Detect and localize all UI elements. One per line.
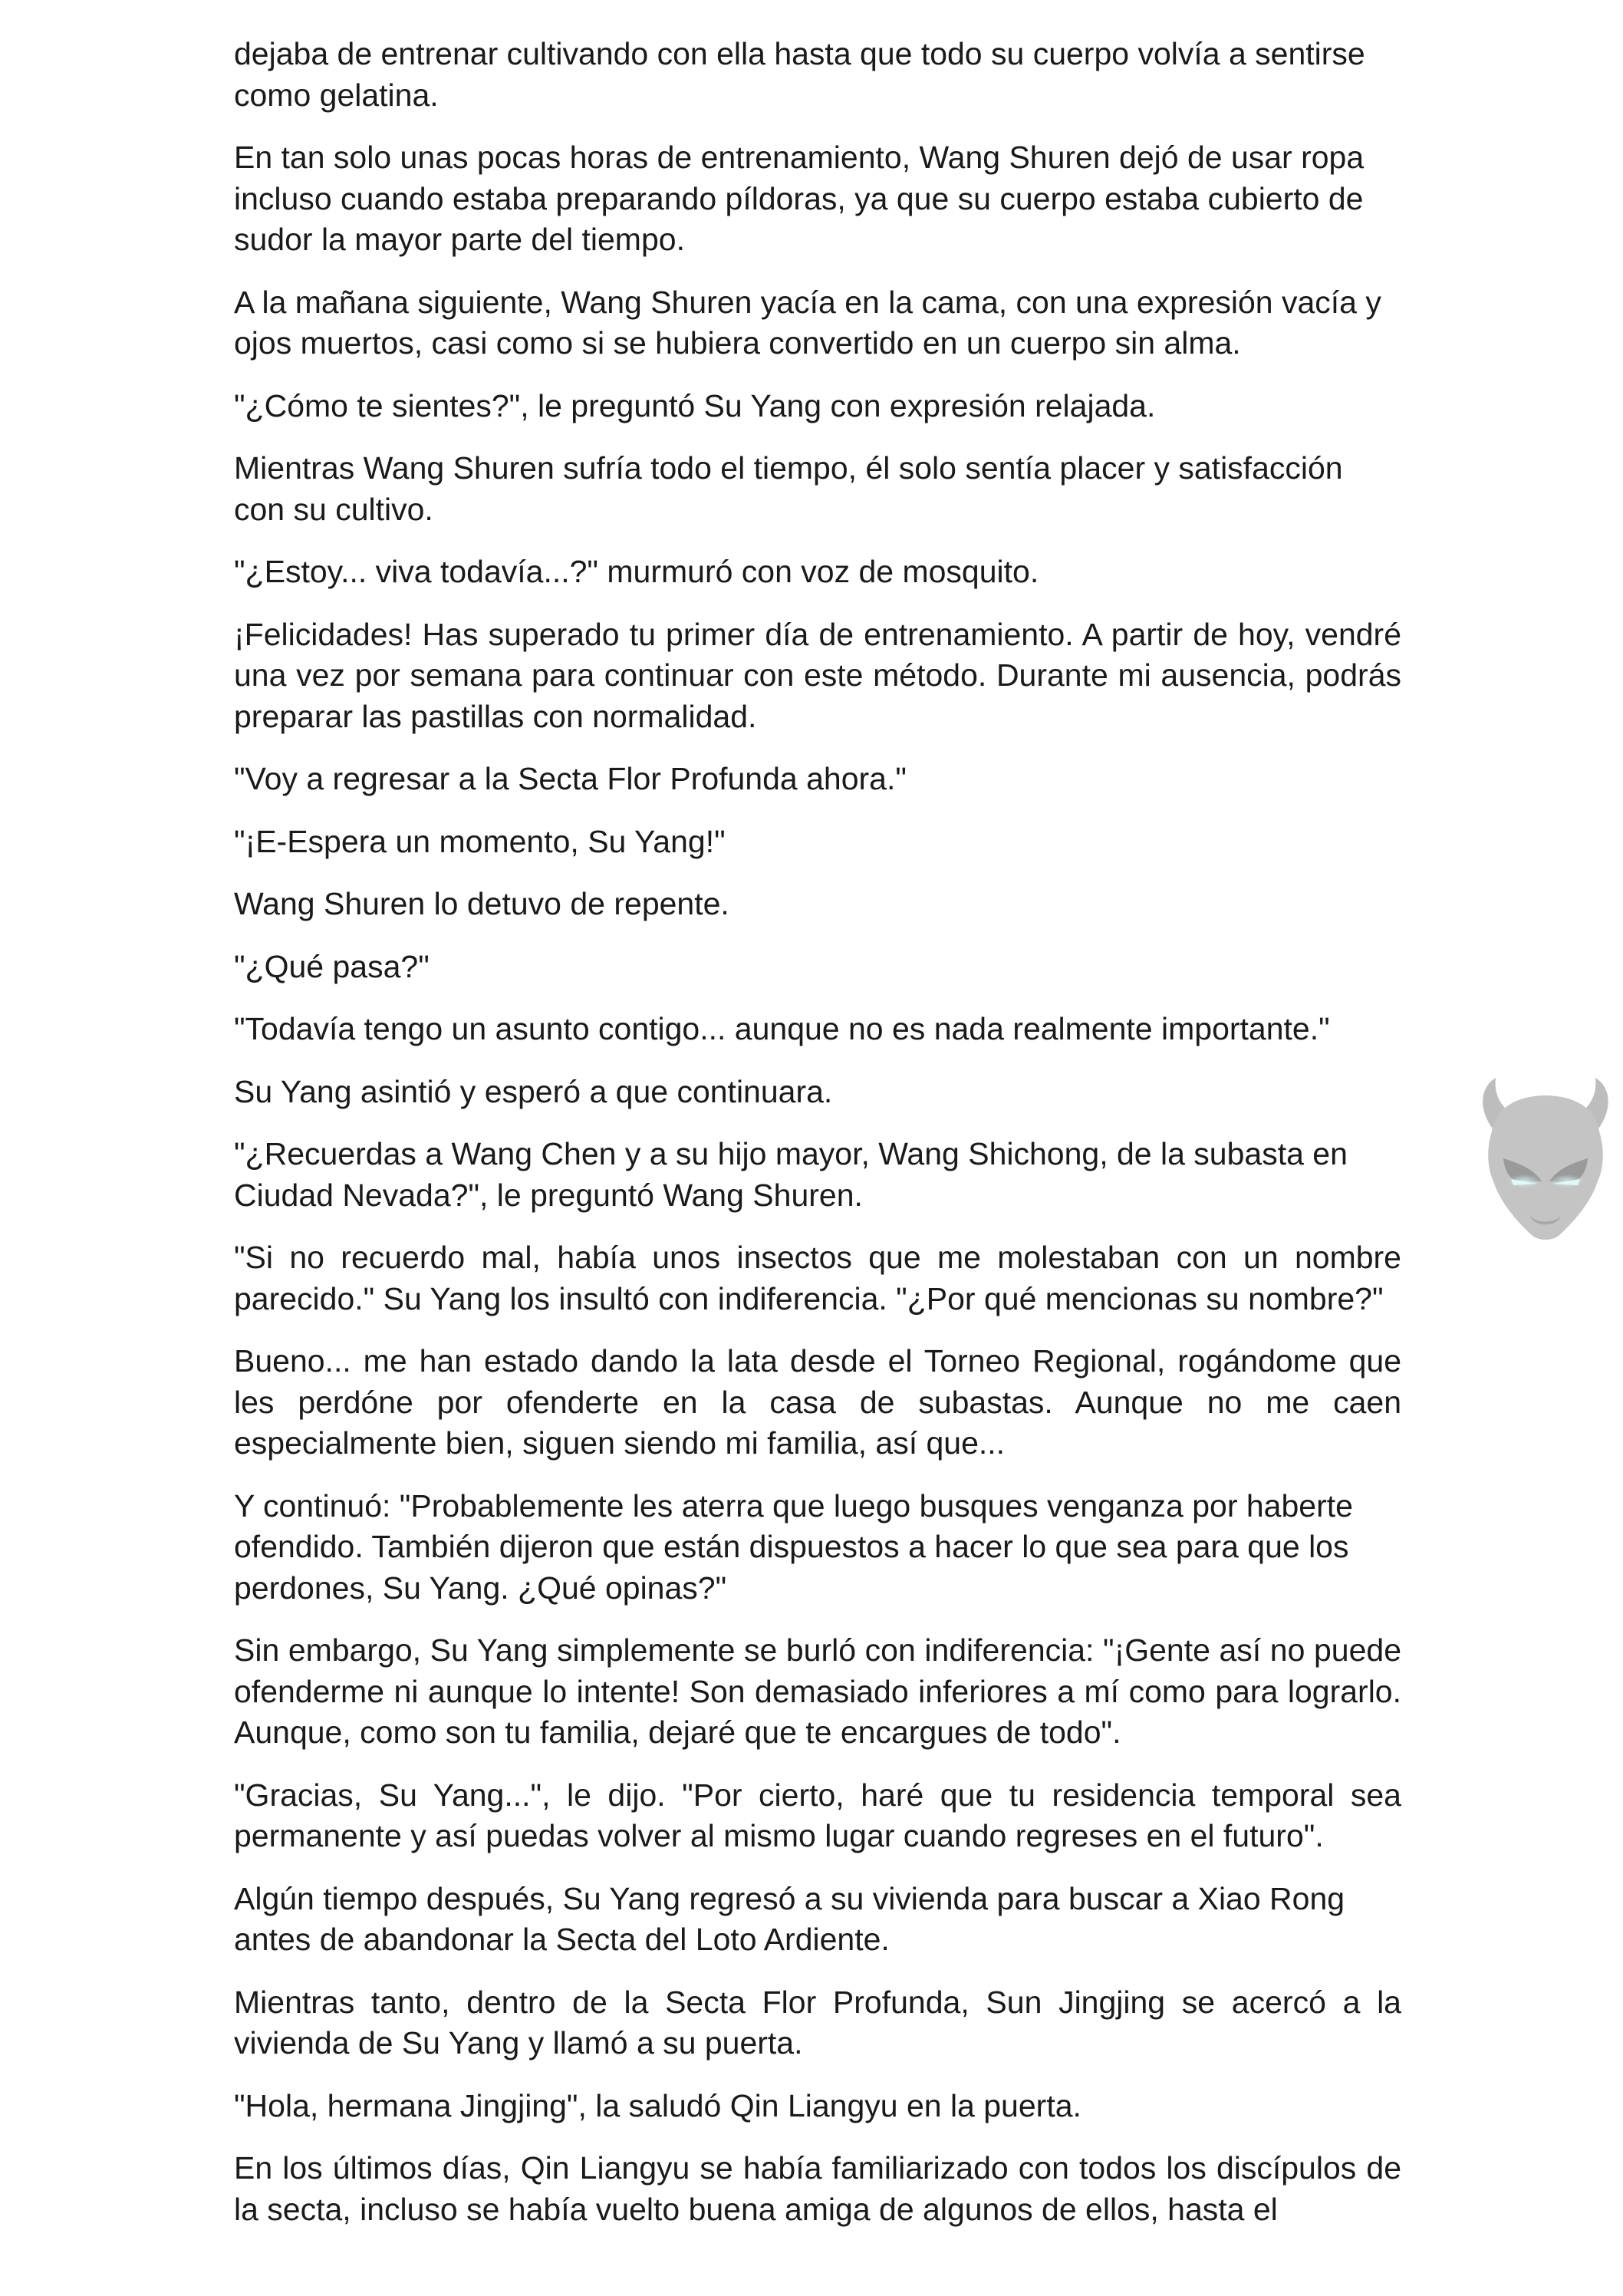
paragraph: En los últimos días, Qin Liangyu se había familiarizado con todos los discípulos de la secta, incluso se había vuelto buena amiga de algunos de ellos, hasta el bbox=[234, 2150, 1401, 2227]
paragraph: A la mañana siguiente, Wang Shuren yacía en la cama, con una expresión vacía y ojos muertos, casi como si se hubiera convertido en un cuerpo sin alma. bbox=[234, 284, 1381, 361]
paragraph: Mientras Wang Shuren sufría todo el tiempo, él solo sentía placer y satisfacción con su cultivo. bbox=[234, 450, 1343, 527]
paragraph: "Si no recuerdo mal, había unos insectos que me molestaban con un nombre parecido." Su Yang los insultó con indiferencia. "¿Por qué mencionas su nombre?" bbox=[234, 1240, 1401, 1316]
paragraph: "¿Qué pasa?" bbox=[234, 948, 430, 984]
paragraph: "¿Cómo te sientes?", le preguntó Su Yang con expresión relajada. bbox=[234, 387, 1156, 423]
paragraph: "Gracias, Su Yang...", le dijo. "Por cierto, haré que tu residencia temporal sea permanente y así puedas volver al mismo lugar cuando regreses en el futuro". bbox=[234, 1777, 1401, 1853]
paragraph: "Voy a regresar a la Secta Flor Profunda ahora." bbox=[234, 761, 907, 796]
paragraph: "¿Recuerdas a Wang Chen y a su hijo mayor, Wang Shichong, de la subasta en Ciudad Nevada?", le preguntó Wang Shuren. bbox=[234, 1136, 1348, 1213]
demon-head-icon bbox=[1469, 1074, 1622, 1250]
paragraph: Y continuó: "Probablemente les aterra que luego busques venganza por haberte ofendido. También dijeron que están dispuestos a hacer lo que sea para que los perdones, Su Yang. ¿Qué opinas?" bbox=[234, 1487, 1353, 1606]
paragraph: dejaba de entrenar cultivando con ella hasta que todo su cuerpo volvía a sentirse como gelatina. bbox=[234, 36, 1365, 113]
paragraph: "¡E-Espera un momento, Su Yang!" bbox=[234, 823, 726, 859]
paragraph: "Todavía tengo un asunto contigo... aunque no es nada realmente importante." bbox=[234, 1011, 1330, 1046]
paragraph: Mientras tanto, dentro de la Secta Flor Profunda, Sun Jingjing se acercó a la vivienda de Su Yang y llamó a su puerta. bbox=[234, 1984, 1401, 2060]
paragraph: Wang Shuren lo detuvo de repente. bbox=[234, 886, 729, 921]
paragraph: En tan solo unas pocas horas de entrenamiento, Wang Shuren dejó de usar ropa incluso cuando estaba preparando píldoras, ya que su cuerpo estaba cubierto de sudor la mayor parte del tiempo. bbox=[234, 140, 1365, 257]
paragraph: Sin embargo, Su Yang simplemente se burló con indiferencia: "¡Gente así no puede ofenderme ni aunque lo intente! Son demasiado inferiores a mí como para lograrlo. Aunque, como son tu familia, dejaré que te encargues de todo". bbox=[234, 1632, 1401, 1750]
paragraph: Bueno... me han estado dando la lata desde el Torneo Regional, rogándome que les perdóne por ofenderte en la casa de subastas. Aunque no me caen especialmente bien, siguen siendo mi familia, así que... bbox=[234, 1343, 1401, 1461]
paragraph: "Hola, hermana Jingjing", la saludó Qin Liangyu en la puerta. bbox=[234, 2087, 1081, 2123]
paragraph: ¡Felicidades! Has superado tu primer día de entrenamiento. A partir de hoy, vendré una vez por semana para continuar con este método. Durante mi ausencia, podrás preparar las pastillas con normalidad. bbox=[234, 616, 1401, 734]
paragraph: Su Yang asintió y esperó a que continuara. bbox=[234, 1073, 833, 1109]
paragraph: "¿Estoy... viva todavía...?" murmuró con voz de mosquito. bbox=[234, 554, 1039, 589]
paragraph: Algún tiempo después, Su Yang regresó a su vivienda para buscar a Xiao Rong antes de abandonar la Secta del Loto Ardiente. bbox=[234, 1880, 1345, 1957]
document-body bbox=[234, 34, 1401, 2252]
